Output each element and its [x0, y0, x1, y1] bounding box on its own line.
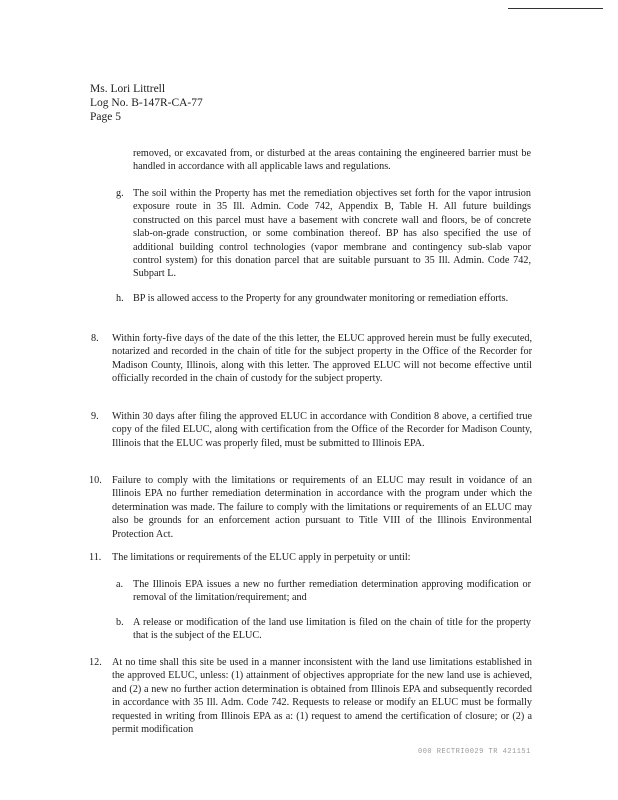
item-text-10: Failure to comply with the limitations or requirements of an ELUC may result in voidance of an Illinois EPA no further remediation determination in accordance with the program under which the determination was made. The failure to comply with the limitations or requirements of an ELUC may also be grounds for an enforcement action pursuant to Title VIII of the Illinois Environmental Protection Act. — [112, 475, 532, 540]
item-text-11: The limitations or requirements of the ELUC apply in perpetuity or until: — [112, 552, 411, 563]
item-label-g: g. — [116, 188, 124, 199]
letter-header — [90, 82, 203, 124]
recipient-name: Ms. Lori Littrell — [90, 83, 166, 95]
continuation-paragraph: removed, or excavated from, or disturbed at the areas containing the engineered barrier must be handled in accordance with all applicable laws and regulations. — [133, 148, 531, 173]
item-text-9: Within 30 days after filing the approved ELUC in accordance with Condition 8 above, a certified true copy of the filed ELUC, along with certification from the Office of the Recorder for Madison County, Illinois that the ELUC was properly filed, must be submitted to Illinois EPA. — [112, 411, 532, 449]
item-text-h: BP is allowed access to the Property for any groundwater monitoring or remediation efforts. — [133, 293, 509, 304]
item-label-11: 11. — [89, 552, 102, 563]
item-text-b: A release or modification of the land use limitation is filed on the chain of title for the property that is the subject of the ELUC. — [133, 617, 531, 642]
item-text-g: The soil within the Property has met the remediation objectives set forth for the vapor intrusion exposure route in 35 Ill. Admin. Code 742, Appendix B, Table H. All future buildings constructed on this parcel must have a basement with concrete wall and floors, be of concrete slab-on-grade construction, or some combination thereof. BP has also specified the use of additional building control technologies (vapor membrane and contingency sub-slab vapor control system) for this donation parcel that are suitable pursuant to 35 Ill. Admin. Code 742, Subpart L. — [133, 188, 531, 280]
item-text-12: At no time shall this site be used in a manner inconsistent with the land use limitations established in the approved ELUC, unless: (1) attainment of objectives appropriate for the new land use is achieved, and (2) a new no further action determination is obtained from Illinois EPA and subsequently recorded in accordance with 35 Ill. Adm. Code 742. Requests to release or modify an ELUC must be formally requested in writing from Illinois EPA as a: (1) request to amend the certification of closure; or (2) a permit modification — [112, 657, 532, 736]
item-label-8: 8. — [91, 333, 99, 344]
item-label-10: 10. — [89, 475, 102, 486]
item-label-b: b. — [116, 617, 124, 628]
item-label-9: 9. — [91, 411, 99, 422]
item-text-a: The Illinois EPA issues a new no further remediation determination approving modification or removal of the limitation/requirement; and — [133, 579, 531, 604]
item-text-8: Within forty-five days of the date of the this letter, the ELUC approved herein must be fully executed, notarized and recorded in the chain of title for the subject property in the Office of the Recorder for Madison County, Illinois, along with this letter. The approved ELUC will not become effective until officially recorded in the chain of custody for the subject property. — [112, 333, 532, 385]
page-number: Page 5 — [90, 111, 121, 123]
item-label-h: h. — [116, 293, 124, 304]
footer-code: 000 RECTRI0029 TR 421151 — [418, 748, 531, 756]
item-label-12: 12. — [89, 657, 102, 668]
log-number: Log No. B-147R-CA-77 — [90, 97, 203, 109]
item-label-a: a. — [116, 579, 124, 590]
top-rule — [508, 8, 603, 9]
